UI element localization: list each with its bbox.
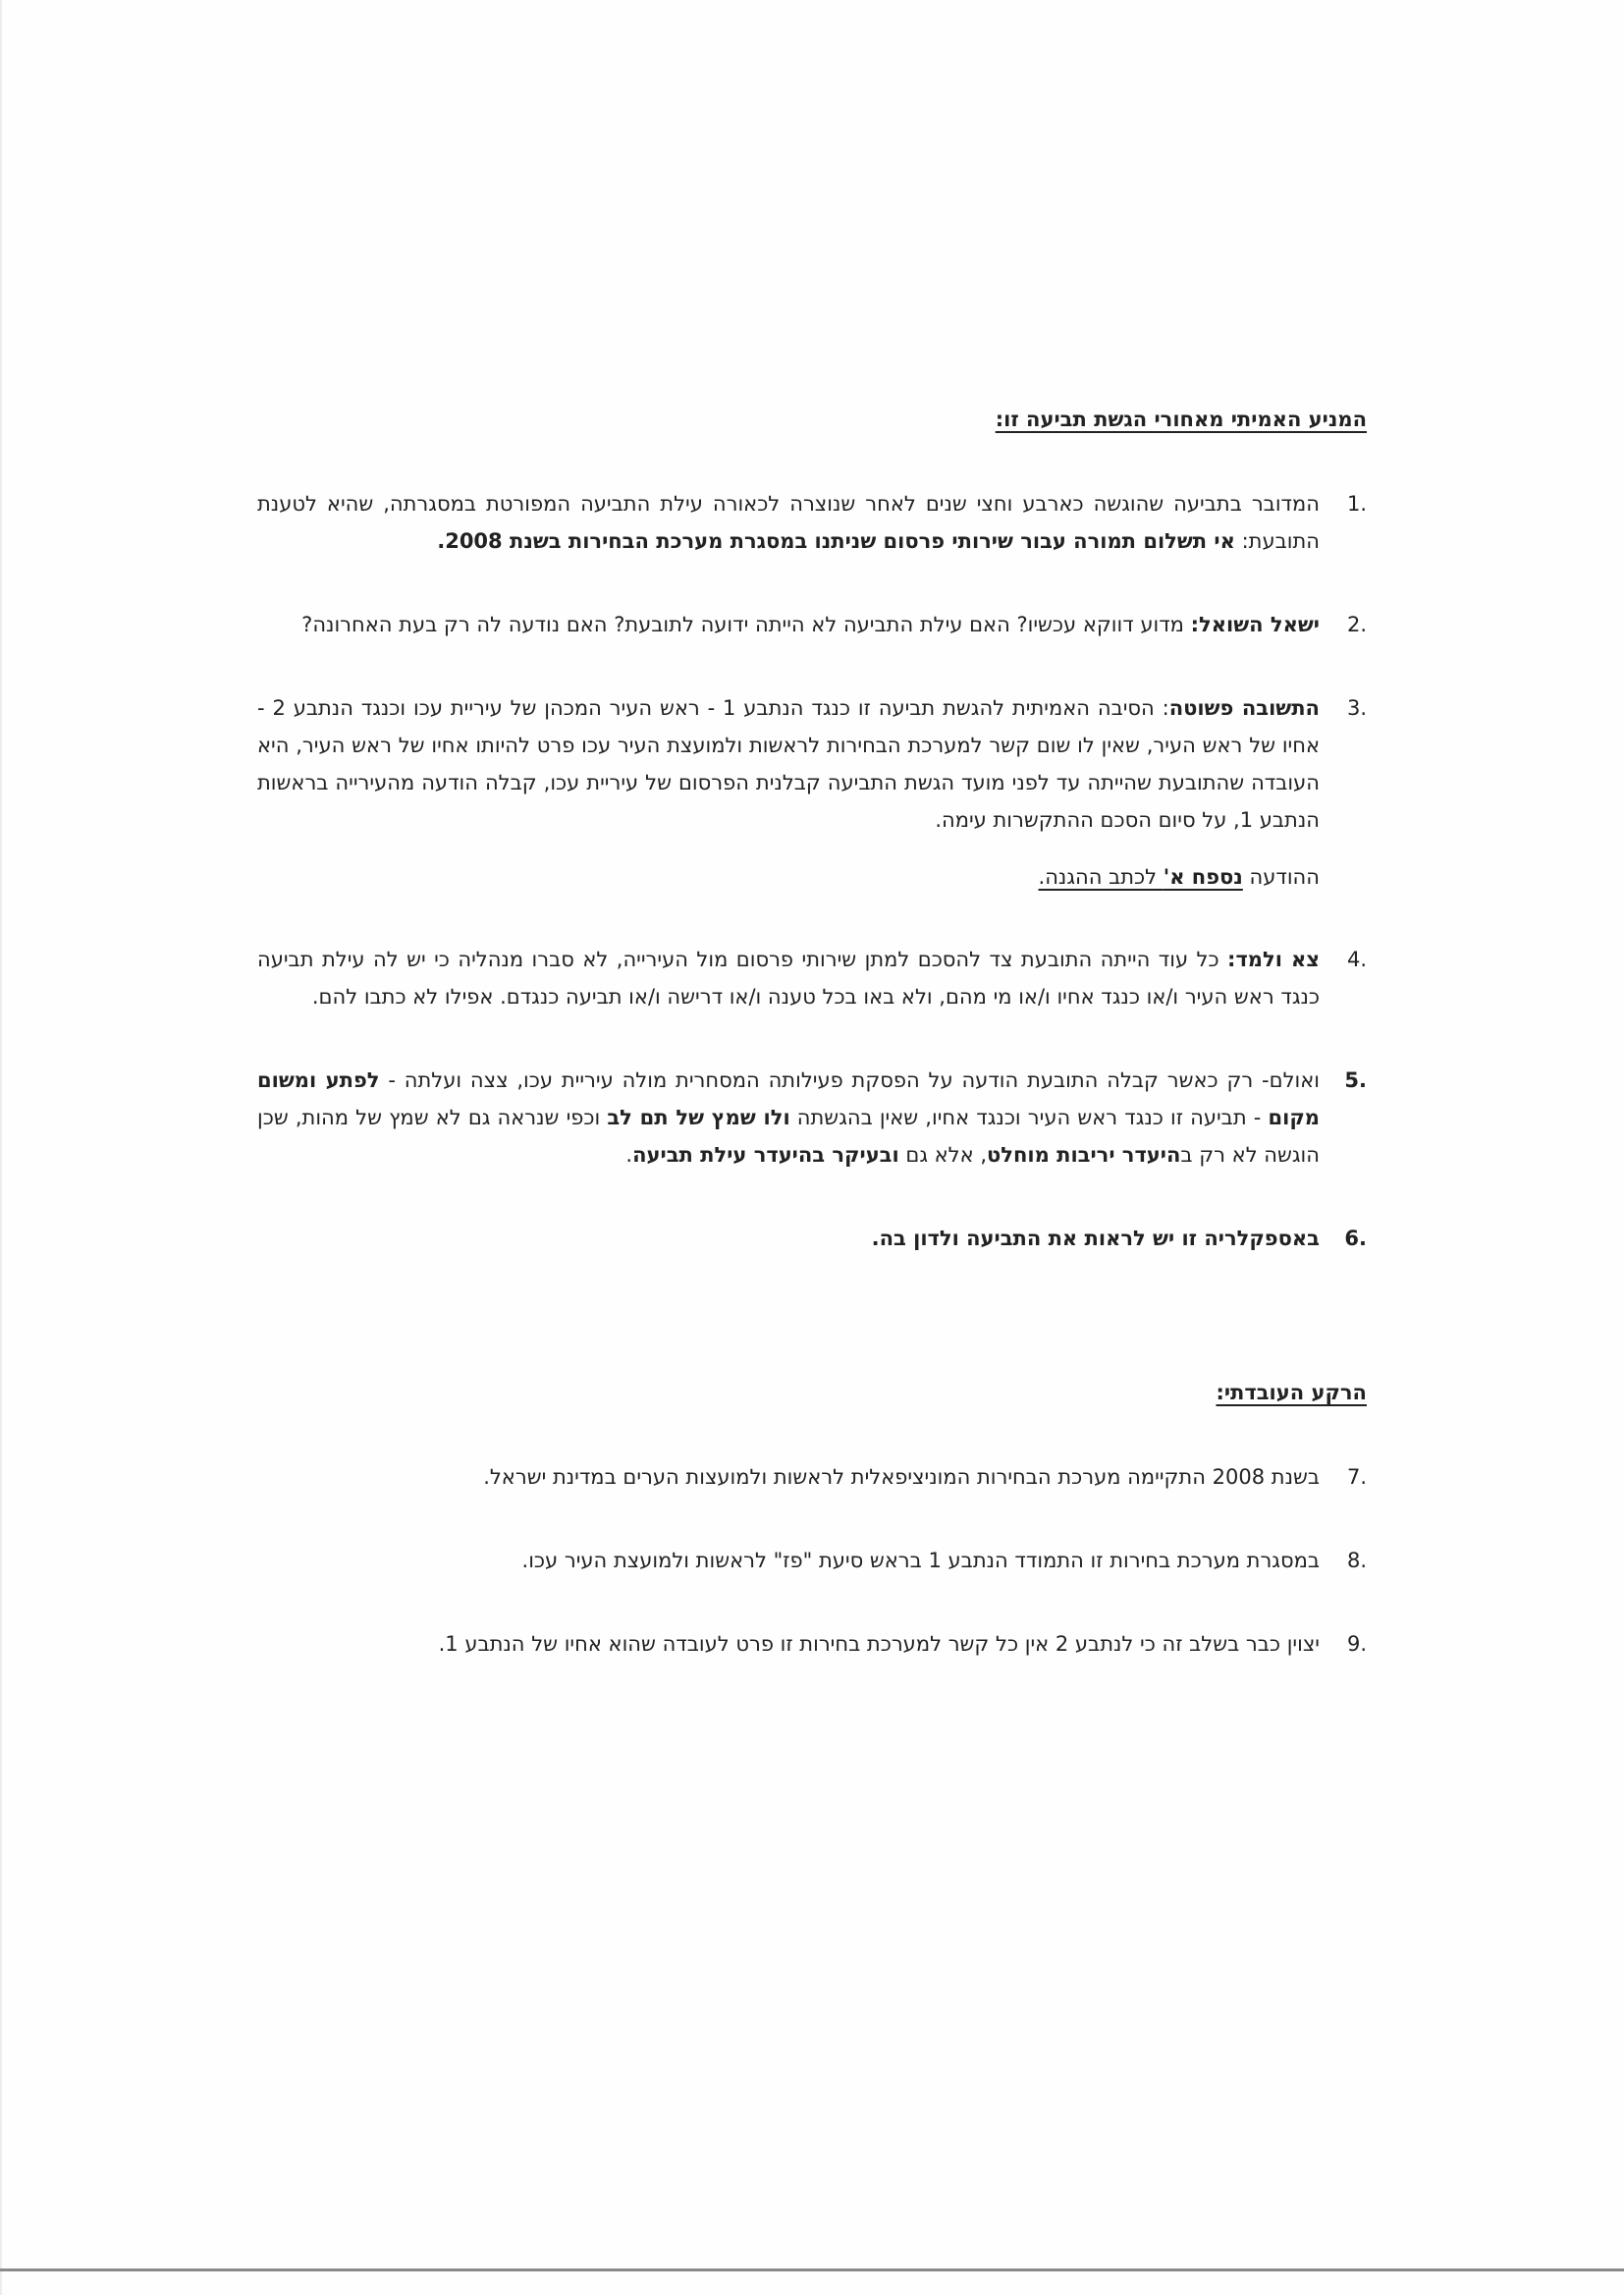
paragraph-text: בשנת 2008 התקיימה מערכת הבחירות המוניציפאלית לראשות ולמועצות הערים במדינת ישראל. bbox=[483, 1465, 1320, 1489]
bold-text-span: צא ולמד: bbox=[1227, 948, 1320, 971]
paragraph-number: .2 bbox=[1346, 613, 1367, 636]
paragraph-3 bbox=[257, 689, 1367, 839]
text-span: : הסיבה האמיתית להגשת תביעה זו כנגד הנתבע 1 - ראש העיר המכהן של עיריית עכו וכנגד הנתבע 2 - אחיו של ראש העיר, שאין לו שום קשר למערכת הבחירות לראשות ולמועצת העיר עכו פרט להיותו אחיו של ראש העיר, היא העובדה שהתובעת שהייתה עד לפני מועד הגשת התביעה קבלנית הפרסום של עיריית עכו, קבלה הודעה מהעירייה בראשות הנתבע 1, על סיום הסכם ההתקשרות עימה. bbox=[257, 696, 1320, 832]
text-span: . bbox=[625, 1143, 633, 1167]
text-span: מדוע דווקא עכשיו? האם עילת התביעה לא הייתה ידועה לתובעת? האם נודעה לה רק בעת האחרונה? bbox=[301, 613, 1191, 636]
section-heading-real-motive: המניע האמיתי מאחורי הגשת תביעה זו: bbox=[995, 408, 1367, 431]
paragraph-9 bbox=[257, 1625, 1367, 1663]
paragraph-text bbox=[257, 689, 1320, 839]
paragraph-number: .4 bbox=[1346, 948, 1367, 971]
paragraph-text bbox=[257, 485, 1320, 560]
appendix-reference: נספח א' bbox=[1163, 865, 1243, 889]
section-spacer bbox=[257, 1303, 1367, 1374]
paragraph-text: יצוין כבר בשלב זה כי לנתבע 2 אין כל קשר למערכת בחירות זו פרט לעובדה שהוא אחיו של הנתבע 1. bbox=[438, 1632, 1320, 1656]
bold-text-span: היעדר יריבות מוחלט bbox=[987, 1143, 1181, 1167]
paragraph-text bbox=[257, 1220, 1320, 1257]
page-bottom-rule bbox=[0, 2268, 1624, 2271]
scan-edge-shadow bbox=[0, 0, 3, 2295]
paragraph-number: .5 bbox=[1344, 1068, 1367, 1092]
bold-text-span: ישאל השואל: bbox=[1190, 613, 1320, 636]
paragraph-1 bbox=[257, 485, 1367, 560]
bold-text-span: אי תשלום תמורה עבור שירותי פרסום שניתנו במסגרת מערכת הבחירות בשנת 2008. bbox=[437, 529, 1235, 553]
paragraph-7 bbox=[257, 1458, 1367, 1496]
bold-text-span: לפתע ומשום מקום bbox=[257, 1068, 1320, 1129]
text-span: המדובר בתביעה שהוגשה כארבע וחצי שנים לאחר שנוצרה לכאורה עילת התביעה המפורטת במסגרתה, שהיא לטענת התובעת: bbox=[257, 492, 1320, 553]
paragraph-number: .7 bbox=[1346, 1465, 1367, 1489]
bold-text-span: ולו שמץ של תם לב bbox=[607, 1106, 790, 1129]
text-span: ההודעה bbox=[1242, 865, 1320, 889]
section-heading-factual-background: הרקע העובדתי: bbox=[1216, 1381, 1367, 1404]
paragraph-number: .6 bbox=[1344, 1227, 1367, 1250]
paragraph-number: .8 bbox=[1346, 1549, 1367, 1572]
paragraph-2 bbox=[257, 606, 1367, 643]
paragraph-number: .3 bbox=[1346, 696, 1367, 720]
bold-text-span: התשובה פשוטה bbox=[1168, 696, 1320, 720]
bold-text-span: ובעיקר בהיעדר עילת תביעה bbox=[632, 1143, 899, 1167]
paragraph-number: .1 bbox=[1346, 492, 1367, 516]
text-span: לכתב ההגנה. bbox=[1038, 865, 1164, 889]
paragraph-8 bbox=[257, 1542, 1367, 1579]
text-span: - תביעה זו כנגד ראש העיר וכנגד אחיו, שאין בהגשתה bbox=[789, 1106, 1269, 1129]
paragraph-5 bbox=[257, 1062, 1367, 1174]
paragraph-text bbox=[257, 606, 1320, 643]
paragraph-6 bbox=[257, 1220, 1367, 1257]
paragraph-number: .9 bbox=[1346, 1632, 1367, 1656]
bold-text-span: באספקלריה זו יש לראות את התביעה ולדון בה. bbox=[871, 1227, 1320, 1250]
appendix-note bbox=[257, 858, 1320, 896]
text-span: כל עוד הייתה התובעת צד להסכם למתן שירותי פרסום מול העירייה, לא סברו מנהליה כי יש לה עילת תביעה כנגד ראש העיר ו/או כנגד אחיו ו/או מי מהם, ולא באו בכל טענה ו/או דרישה ו/או תביעה כנגדם. אפילו לא כתבו להם. bbox=[257, 948, 1320, 1009]
paragraph-text bbox=[257, 1062, 1320, 1174]
text-span: , אלא גם bbox=[898, 1143, 988, 1167]
text-span: וכפי שנראה גם לא שמץ של מהות, שכן הוגשה לא רק ב bbox=[257, 1106, 1320, 1167]
paragraph-text: במסגרת מערכת בחירות זו התמודד הנתבע 1 בראש סיעת "פז" לראשות ולמועצת העיר עכו. bbox=[521, 1549, 1320, 1572]
paragraph-4 bbox=[257, 941, 1367, 1015]
document-body bbox=[257, 401, 1367, 1709]
paragraph-text bbox=[257, 941, 1320, 1015]
text-span: ואולם- רק כאשר קבלה התובעת הודעה על הפסקת פעילותה המסחרית מולה עיריית עכו, צצה ועלתה - bbox=[379, 1068, 1320, 1092]
